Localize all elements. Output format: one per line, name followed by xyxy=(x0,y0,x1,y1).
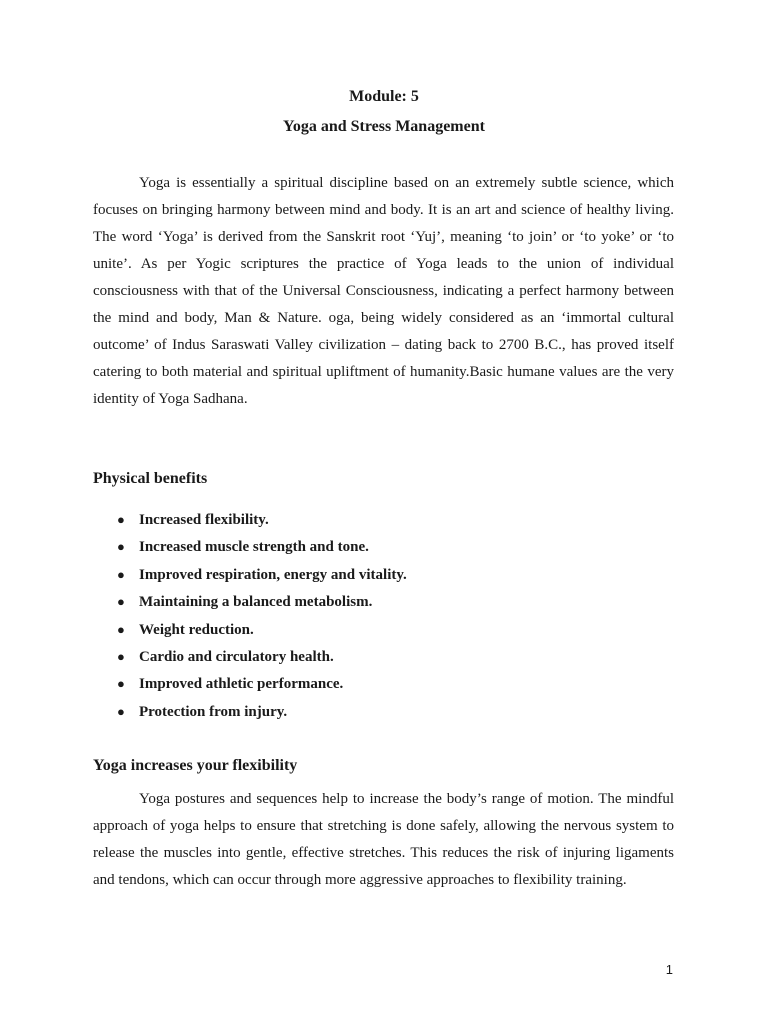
list-item xyxy=(93,509,407,536)
intro-paragraph-text: Yoga is essentially a spiritual discipline based on an extremely subtle science, which focuses on bringing harmony between mind and body. It is an art and science of healthy living. The word ‘Yoga’ is derived from the Sanskrit root ‘Yuj’, meaning ‘to join’ or ‘to yoke’ or ‘to unite’. As per Yogic scriptures the practice of Yoga leads to the union of individual consciousness with that of the Universal Consciousness, indicating a perfect harmony between the mind and body, Man & Nature. oga, being widely considered as an ‘immortal cultural outcome’ of Indus Saraswati Valley civilization – dating back to 2700 B.C., has proved itself catering to both material and spiritual upliftment of humanity.Basic humane values are the very identity of Yoga Sadhana. xyxy=(93,175,674,407)
list-item-text: Protection from injury. xyxy=(139,703,288,720)
bullet-icon: ● xyxy=(117,512,125,527)
document-subtitle: Yoga and Stress Management xyxy=(283,118,485,135)
bullet-icon: ● xyxy=(117,703,125,719)
list-item-text: Improved respiration, energy and vitality. xyxy=(139,566,407,583)
bullet-icon: ● xyxy=(117,594,125,610)
list-item-text: Improved athletic performance. xyxy=(139,676,344,693)
module-title: Module: 5 xyxy=(349,88,419,105)
intro-paragraph xyxy=(93,170,674,413)
list-item xyxy=(93,564,407,591)
list-item xyxy=(93,673,407,700)
page-number: 1 xyxy=(665,962,673,977)
bullet-icon: ● xyxy=(117,539,125,555)
list-item-text: Weight reduction. xyxy=(139,621,254,638)
flexibility-paragraph-text: Yoga postures and sequences help to increase the body’s range of motion. The mindful approach of yoga helps to ensure that stretching is done safely, allowing the nervous system to release the muscles into gentle, effective stretches. This reduces the risk of injuring ligaments and tendons, which can occur through more aggressive approaches to flexibility training. xyxy=(93,791,674,888)
bullet-icon: ● xyxy=(117,566,125,582)
list-item xyxy=(93,646,407,673)
list-item xyxy=(93,591,407,618)
list-item-text: Increased flexibility. xyxy=(139,512,269,528)
list-item xyxy=(93,619,407,646)
list-item xyxy=(93,536,407,563)
bullet-icon: ● xyxy=(117,676,125,692)
list-item-text: Increased muscle strength and tone. xyxy=(139,539,369,556)
bullet-icon: ● xyxy=(117,648,125,664)
list-item-text: Cardio and circulatory health. xyxy=(139,648,334,665)
list-item-text: Maintaining a balanced metabolism. xyxy=(139,594,373,611)
flexibility-paragraph xyxy=(93,786,674,894)
physical-benefits-list xyxy=(93,509,407,728)
physical-benefits-heading: Physical benefits xyxy=(93,470,208,487)
bullet-icon: ● xyxy=(117,621,125,637)
list-item xyxy=(93,701,407,728)
flexibility-heading: Yoga increases your flexibility xyxy=(93,757,298,774)
